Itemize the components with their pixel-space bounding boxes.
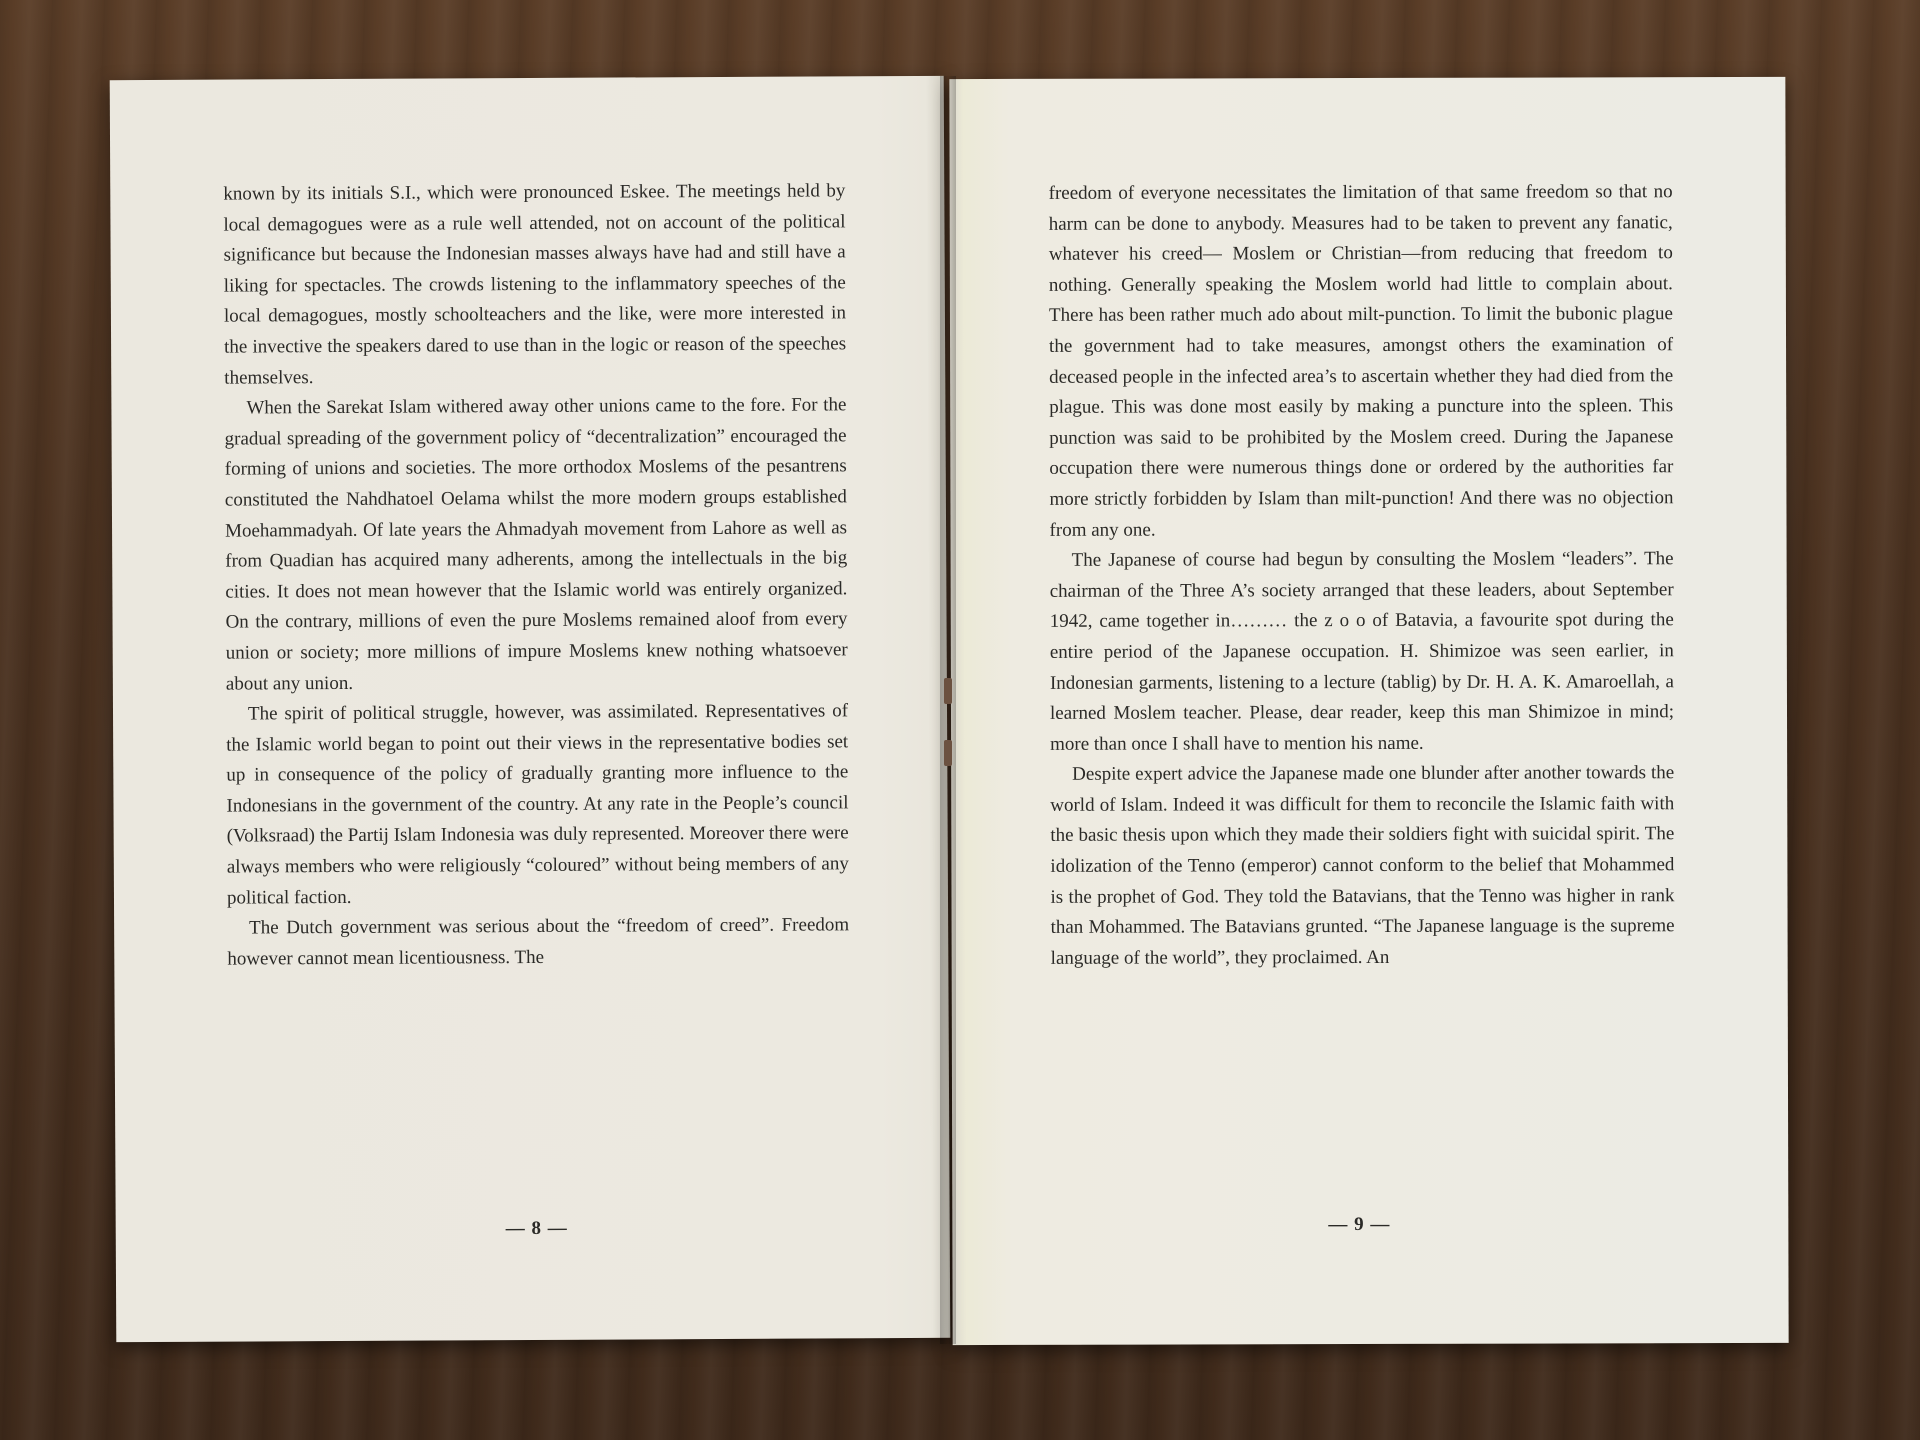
left-paragraph-4: The Dutch government was serious about the “freedom of creed”. Freedom however cannot mean licentiousness. The xyxy=(227,914,850,970)
left-paragraph-1: known by its initials S.I., which were pronounced Eskee. The meetings held by local demagogues were as a rule well attended, not on account of the political significance but because the Indonesian masses always have had and still have a liking for spectacles. The crowds listening to the inflammatory speeches of the local demagogues, mostly schoolteachers and the like, were more interested in the invective the speakers dared to use than in the logic or reason of the speeches themselves. xyxy=(223,180,847,389)
left-paragraph-2: When the Sarekat Islam withered away other unions came to the fore. For the gradual spreading of the government policy of “decentralization” encouraged the forming of unions and societies. The more orthodox Moslems of the pesantrens constituted the Nahdhatoel Oelama whilst the more modern groups established Moehammadyah. Of late years the Ahmadyah movement from Lahore as well as from Quadian has acquired many adherents, among the intellectuals in the big cities. It does not mean however that the Islamic world was entirely organized. On the contrary, millions of even the pure Moslems remained aloof from every union or society; more millions of impure Moslems knew nothing whatsoever about any union. xyxy=(224,394,848,695)
left-paragraph-3: The spirit of political struggle, however, was assimilated. Representatives of the Islamic world began to point out their views in the representative bodies set up in consequence of the policy of gradually granting more influence to the Indonesians in the government of the country. At any rate in the People’s council (Volksraad) the Partij Islam Indonesia was duly represented. Moreover there were always members who were religiously “coloured” without being members of any political faction. xyxy=(226,700,849,909)
staple xyxy=(944,740,952,766)
staple xyxy=(944,678,952,704)
left-page xyxy=(110,76,951,1342)
left-page-number: — 8 — xyxy=(505,1217,568,1240)
right-page-number: — 9 — xyxy=(1328,1213,1391,1236)
right-paragraph-2: The Japanese of course had begun by consulting the Moslem “leaders”. The chairman of the Three A’s society arranged that these leaders, about September 1942, came together in……… the z o o of Batavia, a favourite spot during the entire period of the Japanese occupation. H. Shimizoe was seen earlier, in Indonesian garments, listening to a lecture (tablig) by Dr. H. A. K. Amaroellah, a learned Moslem teacher. Please, dear reader, keep this man Shimizoe in mind; more than once I shall have to mention his name. xyxy=(1049,548,1675,755)
book-gutter xyxy=(940,76,956,1344)
right-paragraph-1: freedom of everyone necessitates the limitation of that same freedom so that no harm can be done to anybody. Measures had to be taken to prevent any fanatic, whatever his creed— Moslem or Christian—from reducing that freedom to nothing. Generally speaking the Moslem world had little to complain about. There has been rather much ado about milt-punction. To limit the bubonic plague the government had to take measures, amongst others the examination of deceased people in the infected area’s to ascertain whether they had died from the plague. This was done most easily by making a puncture into the spleen. This punction was said to be prohibited by the Moslem creed. During the Japanese occupation there were numerous things done or ordered by the authorities far more strictly forbidden by Islam than milt-punction! And there was no objection from any one. xyxy=(1048,181,1674,541)
left-page-text xyxy=(223,176,849,975)
right-page-text xyxy=(1049,177,1675,974)
right-paragraph-3: Despite expert advice the Japanese made one blunder after another towards the world of Islam. Indeed it was difficult for them to reconcile the Islamic faith with the basic thesis upon which they made their soldiers fight with suicidal spirit. The idolization of the Tenno (emperor) cannot conform to the belief that Mohammed is the prophet of God. They told the Batavians, that the Tenno was higher in rank than Mohammed. The Batavians grunted. “The Japanese language is the supreme language of the world”, they proclaimed. An xyxy=(1050,762,1675,969)
right-page xyxy=(949,77,1788,1345)
